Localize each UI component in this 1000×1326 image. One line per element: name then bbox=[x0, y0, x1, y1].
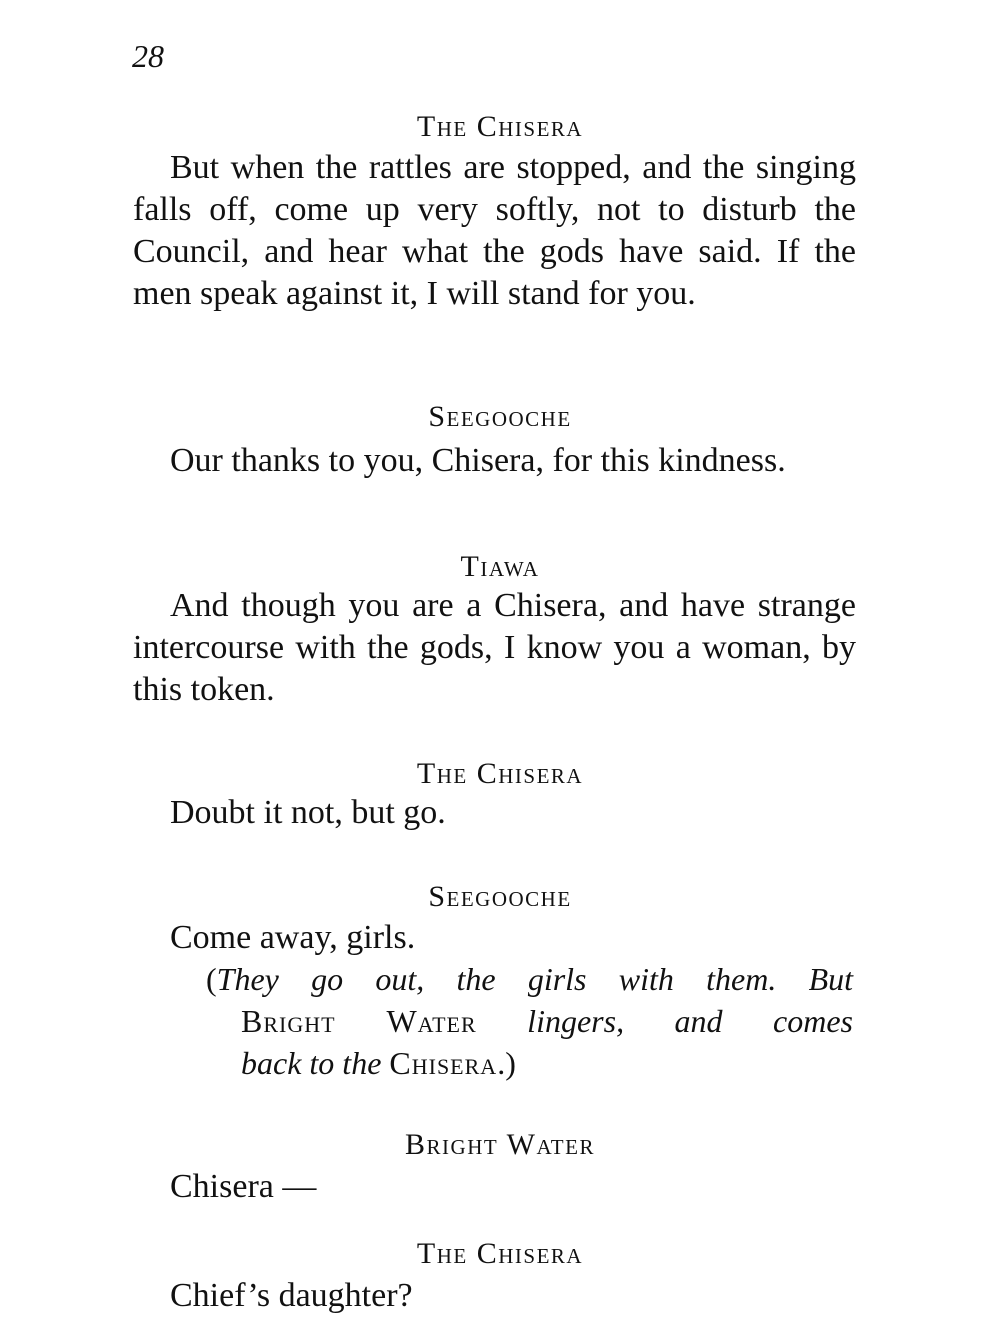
speaker-heading: Tiawa bbox=[460, 550, 540, 583]
character-name: Bright Water bbox=[241, 1003, 477, 1039]
close-paren: .) bbox=[497, 1045, 516, 1081]
speaker-heading: Seegooche bbox=[428, 880, 572, 913]
character-name: Chisera bbox=[389, 1045, 498, 1081]
stage-direction-line bbox=[208, 958, 853, 1000]
dialogue-text: Chisera — bbox=[170, 1168, 317, 1205]
speaker-heading: The Chisera bbox=[416, 110, 584, 143]
dialogue-text: Doubt it not, but go. bbox=[170, 794, 446, 831]
speaker-heading: The Chisera bbox=[416, 757, 584, 790]
speaker-heading: The Chisera bbox=[416, 1237, 584, 1270]
dialogue-text: Chief’s daughter? bbox=[170, 1277, 413, 1314]
stage-text: lingers, and comes bbox=[527, 1003, 854, 1039]
stage-direction-line bbox=[208, 1042, 853, 1084]
speaker-heading: Seegooche bbox=[428, 400, 572, 433]
speaker-heading: Bright Water bbox=[405, 1128, 595, 1161]
stage-direction bbox=[208, 958, 853, 1084]
open-paren: ( bbox=[206, 961, 217, 997]
page-number: 28 bbox=[132, 38, 164, 74]
stage-text: back to the bbox=[241, 1045, 382, 1081]
stage-text: They go out, the girls with them. But bbox=[216, 961, 853, 997]
dialogue-text: Come away, girls. bbox=[170, 919, 416, 956]
dialogue-text: But when the rattles are stopped, and the singing falls off, come up very softly, not to disturb the Council, and hear what the gods have said. If the men speak against it, I will stand for you. bbox=[133, 149, 856, 312]
stage-direction-line bbox=[208, 1000, 853, 1042]
dialogue-text: Our thanks to you, Chisera, for this kindness. bbox=[170, 442, 786, 479]
dialogue-text: And though you are a Chisera, and have strange intercourse with the gods, I know you a woman, by this token. bbox=[133, 587, 856, 708]
